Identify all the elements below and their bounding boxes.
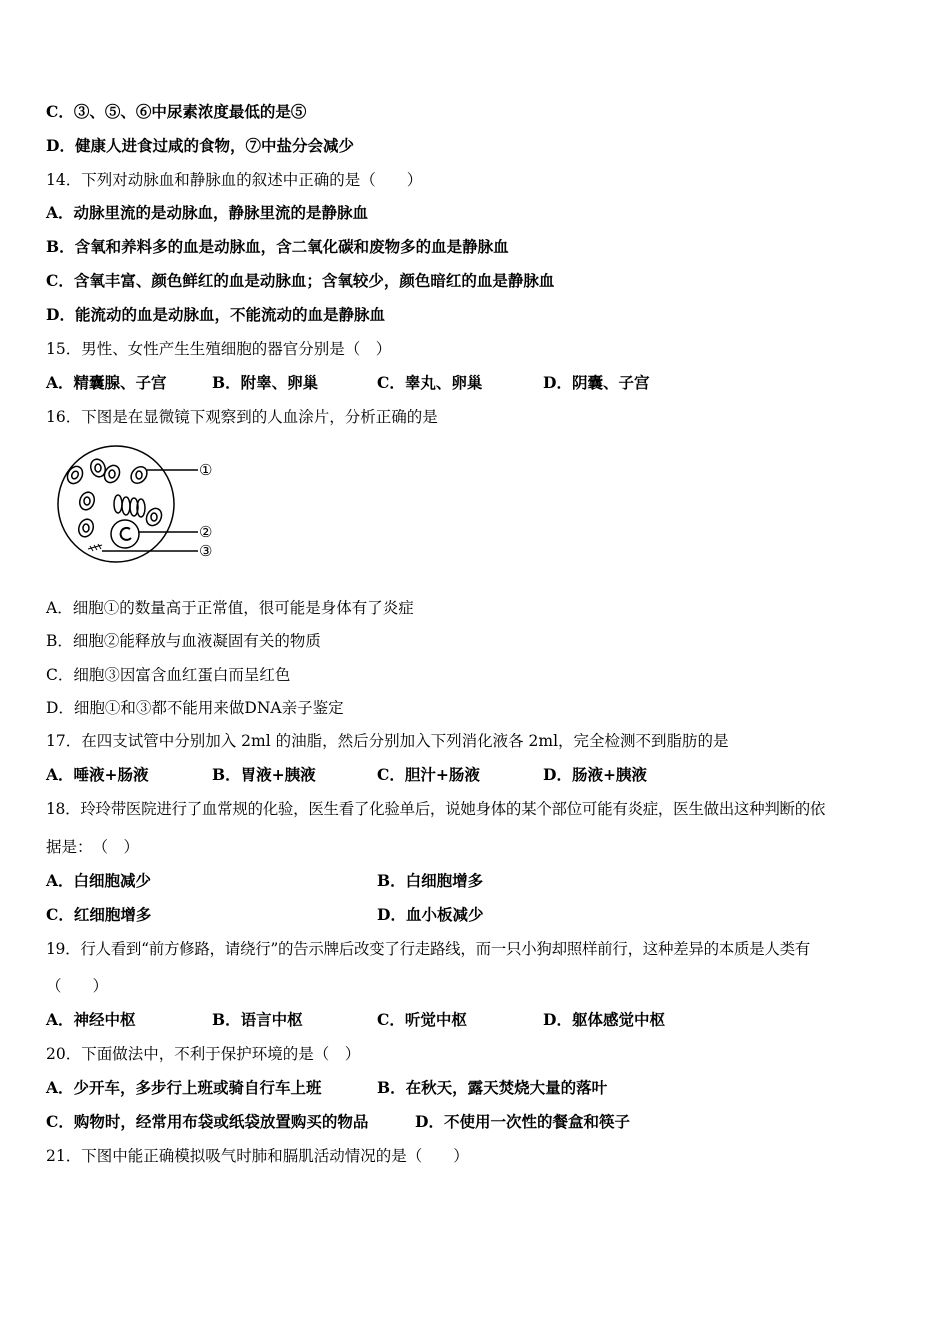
q15-option-a: A．精囊腺、子宫 (46, 373, 167, 392)
q18-stem-line2: 据是： （ ） (46, 838, 140, 856)
q16-option-d: D．细胞①和③都不能用来做DNA亲子鉴定 (46, 699, 344, 717)
q20-option-c: C．购物时，经常用布袋或纸袋放置购买的物品 (46, 1112, 369, 1131)
q14-option-c: C．含氧丰富、颜色鲜红的血是动脉血；含氧较少，颜色暗红的血是静脉血 (46, 271, 555, 290)
q17-stem: 17．在四支试管中分别加入 2ml 的油脂，然后分别加入下列消化液各 2ml，完全检测不到脂肪的是 (46, 732, 729, 750)
q13-option-d: D．健康人进食过咸的食物，⑦中盐分会减少 (46, 136, 354, 155)
q18-option-a: A．白细胞减少 (46, 871, 152, 890)
q20-option-a: A．少开车，多步行上班或骑自行车上班 (46, 1078, 322, 1097)
q16-option-b: B．细胞②能释放与血液凝固有关的物质 (46, 632, 321, 650)
q21-stem: 21．下图中能正确模拟吸气时肺和膈肌活动情况的是（ ） (46, 1147, 469, 1165)
q14-option-b: B．含氧和养料多的血是动脉血，含二氧化碳和废物多的血是静脉血 (46, 237, 509, 256)
platelets (88, 544, 102, 551)
q15-option-c: C．睾丸、卵巢 (377, 373, 483, 392)
q18-option-d: D．血小板减少 (377, 905, 484, 924)
q20-stem: 20．下面做法中，不利于保护环境的是（ ） (46, 1045, 361, 1063)
figure-label-2: ② (199, 523, 213, 541)
figure-label-3: ③ (199, 542, 213, 560)
q20-option-b: B．在秋天，露天焚烧大量的落叶 (377, 1078, 608, 1097)
q17-option-c: C．胆汁+肠液 (377, 765, 480, 784)
figure-label-1: ① (199, 461, 213, 479)
q20-option-d: D．不使用一次性的餐盒和筷子 (415, 1112, 630, 1131)
q19-stem-line1: 19．行人看到“前方修路，请绕行”的告示牌后改变了行走路线，而一只小狗却照样前行，这种差异的本质是人类有 (46, 940, 810, 958)
blood-smear-figure (46, 444, 226, 569)
q19-option-b: B．语言中枢 (212, 1010, 303, 1029)
q17-option-d: D．肠液+胰液 (543, 765, 647, 784)
q19-option-a: A．神经中枢 (46, 1010, 136, 1029)
q15-stem: 15．男性、女性产生生殖细胞的器官分别是（ ） (46, 340, 392, 358)
q16-option-c: C．细胞③因富含血红蛋白而呈红色 (46, 666, 291, 684)
q13-option-c: C．③、⑤、⑥中尿素浓度最低的是⑤ (46, 102, 307, 121)
q16-stem: 16．下图是在显微镜下观察到的人血涂片，分析正确的是 (46, 408, 438, 426)
q16-option-a: A．细胞①的数量高于正常值，很可能是身体有了炎症 (46, 599, 414, 617)
q15-option-b: B．附睾、卵巢 (212, 373, 319, 392)
q19-option-d: D．躯体感觉中枢 (543, 1010, 665, 1029)
white-blood-cell (111, 520, 139, 548)
q17-option-a: A．唾液+肠液 (46, 765, 149, 784)
q15-option-d: D．阴囊、子宫 (543, 373, 650, 392)
q18-option-b: B．白细胞增多 (377, 871, 484, 890)
q14-option-a: A．动脉里流的是动脉血，静脉里流的是静脉血 (46, 203, 369, 222)
q19-stem-line2: （ ） (46, 977, 109, 995)
q17-option-b: B．胃液+胰液 (212, 765, 316, 784)
q19-option-c: C．听觉中枢 (377, 1010, 467, 1029)
q14-option-d: D．能流动的血是动脉血，不能流动的血是静脉血 (46, 305, 385, 324)
q18-option-c: C．红细胞增多 (46, 905, 152, 924)
q18-stem-line1: 18．玲玲带医院进行了血常规的化验，医生看了化验单后，说她身体的某个部位可能有炎症，医生做出这种判断的依 (46, 800, 826, 818)
q14-stem: 14．下列对动脉血和静脉血的叙述中正确的是（ ） (46, 171, 423, 189)
